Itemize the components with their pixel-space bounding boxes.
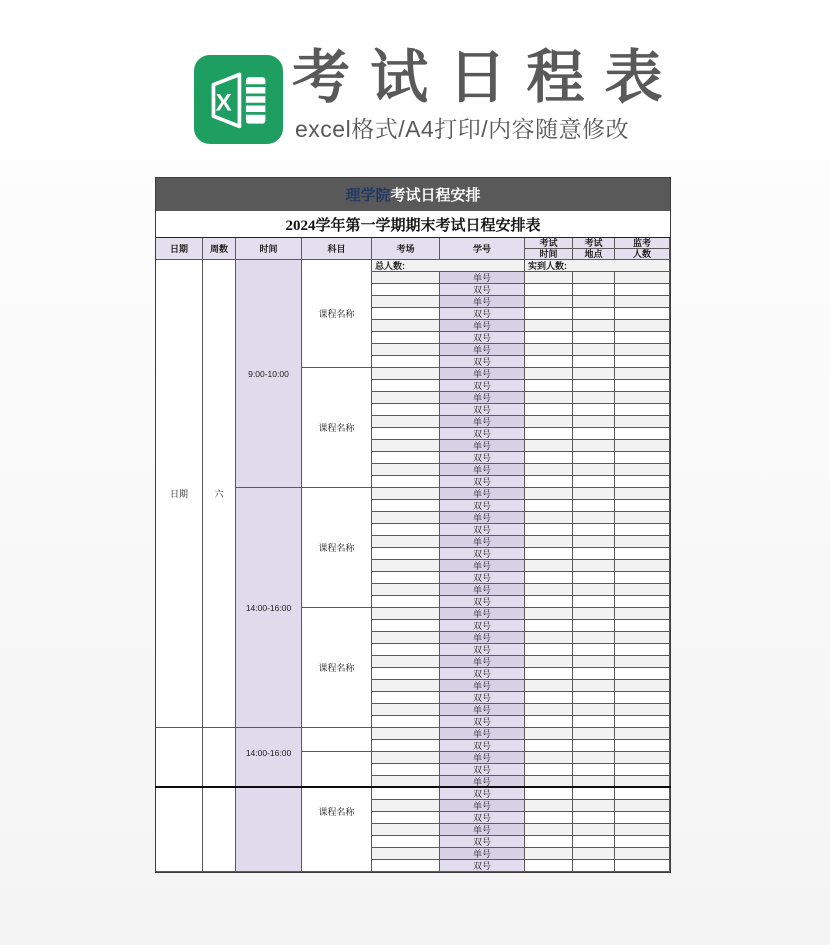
student-number-cell: 单号: [440, 368, 525, 380]
proctor-count-cell: [615, 632, 670, 644]
proctor-count-cell: [615, 680, 670, 692]
proctor-count-cell: [615, 620, 670, 632]
exam-time-cell: [525, 668, 573, 680]
proctor-count-cell: [615, 644, 670, 656]
student-number-cell: 双号: [440, 500, 525, 512]
proctor-count-cell: [615, 536, 670, 548]
student-number-cell: 单号: [440, 632, 525, 644]
student-number-cell: 双号: [440, 692, 525, 704]
exam-time-cell: [525, 632, 573, 644]
room-cell: [372, 392, 440, 404]
student-number-cell: 单号: [440, 272, 525, 284]
student-number-cell: 单号: [440, 296, 525, 308]
proctor-count-cell: [615, 416, 670, 428]
schedule-grid: [156, 238, 670, 872]
exam-time-cell: [525, 692, 573, 704]
room-cell: [372, 644, 440, 656]
room-cell: [372, 572, 440, 584]
student-number-cell: 双号: [440, 860, 525, 872]
exam-time-cell: [525, 440, 573, 452]
student-number-cell: 单号: [440, 560, 525, 572]
student-number-cell: 双号: [440, 428, 525, 440]
exam-time-cell: [525, 788, 573, 800]
exam-place-cell: [573, 524, 615, 536]
student-number-cell: 双号: [440, 644, 525, 656]
header-cell-top-1: 考试: [525, 238, 573, 249]
sheet-banner: [156, 178, 670, 211]
exam-place-cell: [573, 764, 615, 776]
student-number-cell: 双号: [440, 716, 525, 728]
exam-place-cell: [573, 704, 615, 716]
exam-time-cell: [525, 344, 573, 356]
room-cell: [372, 800, 440, 812]
room-cell: [372, 740, 440, 752]
exam-time-cell: [525, 548, 573, 560]
exam-time-cell: [525, 812, 573, 824]
proctor-count-cell: [615, 656, 670, 668]
room-cell: [372, 788, 440, 800]
proctor-count-cell: [615, 800, 670, 812]
student-number-cell: 双号: [440, 740, 525, 752]
exam-place-cell: [573, 368, 615, 380]
exam-time-cell: [525, 476, 573, 488]
student-number-cell: 双号: [440, 836, 525, 848]
proctor-count-cell: [615, 812, 670, 824]
exam-time-cell: [525, 524, 573, 536]
student-number-cell: 双号: [440, 356, 525, 368]
header-cell-bottom-2: 地点: [573, 249, 615, 260]
excel-icon: [194, 54, 283, 145]
exam-time-cell: [525, 452, 573, 464]
exam-time-cell: [525, 296, 573, 308]
exam-time-cell: [525, 728, 573, 740]
header-cell-4: 科目: [302, 238, 372, 260]
student-number-cell: 单号: [440, 416, 525, 428]
exam-place-cell: [573, 344, 615, 356]
exam-place-cell: [573, 752, 615, 764]
room-cell: [372, 548, 440, 560]
exam-time-cell: [525, 320, 573, 332]
proctor-count-cell: [615, 836, 670, 848]
room-cell: [372, 656, 440, 668]
proctor-count-cell: [615, 668, 670, 680]
exam-place-cell: [573, 332, 615, 344]
exam-time-cell: [525, 380, 573, 392]
exam-place-cell: [573, 284, 615, 296]
room-cell: [372, 284, 440, 296]
proctor-count-cell: [615, 716, 670, 728]
exam-time-cell: [525, 764, 573, 776]
week-cell: 六: [203, 260, 236, 728]
header-cell-1: 日期: [156, 238, 203, 260]
exam-time-cell: [525, 560, 573, 572]
student-number-cell: 单号: [440, 656, 525, 668]
proctor-count-cell: [615, 476, 670, 488]
exam-time-cell: [525, 392, 573, 404]
student-number-cell: 单号: [440, 800, 525, 812]
exam-time-cell: [525, 572, 573, 584]
proctor-count-cell: [615, 344, 670, 356]
student-number-cell: 单号: [440, 512, 525, 524]
exam-time-cell: [525, 428, 573, 440]
proctor-count-cell: [615, 272, 670, 284]
exam-place-cell: [573, 836, 615, 848]
proctor-count-cell: [615, 380, 670, 392]
header-cell-3: 时间: [236, 238, 302, 260]
exam-place-cell: [573, 548, 615, 560]
proctor-count-cell: [615, 584, 670, 596]
student-number-cell: 单号: [440, 848, 525, 860]
exam-time-cell: [525, 836, 573, 848]
exam-time-cell: [525, 332, 573, 344]
proctor-count-cell: [615, 740, 670, 752]
header-cell-bottom-1: 时间: [525, 249, 573, 260]
exam-place-cell: [573, 356, 615, 368]
sheet-title: 2024学年第一学期期末考试日程安排表: [156, 211, 670, 238]
proctor-count-cell: [615, 848, 670, 860]
exam-place-cell: [573, 476, 615, 488]
subject-cell: 课程名称: [302, 608, 372, 728]
subject-cell: 课程名称: [302, 752, 372, 872]
proctor-count-cell: [615, 728, 670, 740]
proctor-count-cell: [615, 572, 670, 584]
proctor-count-cell: [615, 284, 670, 296]
room-cell: [372, 692, 440, 704]
room-cell: [372, 764, 440, 776]
student-number-cell: 双号: [440, 284, 525, 296]
proctor-count-cell: [615, 332, 670, 344]
totals-right-cell: 实到人数:: [525, 260, 670, 272]
exam-place-cell: [573, 572, 615, 584]
week-cell: [203, 728, 236, 872]
student-number-cell: 双号: [440, 596, 525, 608]
exam-time-cell: [525, 752, 573, 764]
exam-place-cell: [573, 848, 615, 860]
exam-place-cell: [573, 860, 615, 872]
exam-time-cell: [525, 860, 573, 872]
exam-place-cell: [573, 296, 615, 308]
exam-time-cell: [525, 800, 573, 812]
proctor-count-cell: [615, 524, 670, 536]
exam-time-cell: [525, 656, 573, 668]
room-cell: [372, 344, 440, 356]
student-number-cell: 双号: [440, 452, 525, 464]
room-cell: [372, 608, 440, 620]
room-cell: [372, 332, 440, 344]
exam-time-cell: [525, 620, 573, 632]
exam-place-cell: [573, 620, 615, 632]
student-number-cell: 双号: [440, 308, 525, 320]
exam-time-cell: [525, 404, 573, 416]
exam-time-cell: [525, 416, 573, 428]
exam-time-cell: [525, 464, 573, 476]
room-cell: [372, 428, 440, 440]
subject-cell: [302, 728, 372, 752]
student-number-cell: 单号: [440, 320, 525, 332]
proctor-count-cell: [615, 704, 670, 716]
student-number-cell: 单号: [440, 440, 525, 452]
exam-place-cell: [573, 800, 615, 812]
header-cell-bottom-3: 人数: [615, 249, 670, 260]
exam-place-cell: [573, 536, 615, 548]
proctor-count-cell: [615, 452, 670, 464]
proctor-count-cell: [615, 368, 670, 380]
proctor-count-cell: [615, 500, 670, 512]
header-cell-top-3: 监考: [615, 238, 670, 249]
page-title: 考 试 日 程 表: [292, 45, 665, 110]
proctor-count-cell: [615, 860, 670, 872]
exam-place-cell: [573, 560, 615, 572]
room-cell: [372, 716, 440, 728]
proctor-count-cell: [615, 752, 670, 764]
svg-text:X: X: [215, 89, 232, 117]
exam-time-cell: [525, 488, 573, 500]
exam-time-cell: [525, 500, 573, 512]
exam-place-cell: [573, 404, 615, 416]
exam-place-cell: [573, 440, 615, 452]
student-number-cell: 双号: [440, 476, 525, 488]
proctor-count-cell: [615, 560, 670, 572]
exam-time-cell: [525, 536, 573, 548]
hero-header: [0, 0, 830, 160]
header-cell-6: 学号: [440, 238, 525, 260]
exam-place-cell: [573, 392, 615, 404]
room-cell: [372, 296, 440, 308]
student-number-cell: 单号: [440, 488, 525, 500]
date-cell: [156, 728, 203, 872]
room-cell: [372, 860, 440, 872]
room-cell: [372, 308, 440, 320]
totals-left-cell: 总人数:: [372, 260, 525, 272]
exam-place-cell: [573, 500, 615, 512]
room-cell: [372, 596, 440, 608]
banner-title: 考试日程安排: [390, 187, 481, 204]
subject-cell: 课程名称: [302, 368, 372, 488]
room-cell: [372, 812, 440, 824]
room-cell: [372, 620, 440, 632]
proctor-count-cell: [615, 356, 670, 368]
room-cell: [372, 320, 440, 332]
header-cell-top-2: 考试: [573, 238, 615, 249]
exam-time-cell: [525, 272, 573, 284]
student-number-cell: 单号: [440, 776, 525, 788]
room-cell: [372, 728, 440, 740]
room-cell: [372, 512, 440, 524]
exam-time-cell: [525, 596, 573, 608]
time-cell: 14:00-16:00: [236, 488, 302, 728]
room-cell: [372, 416, 440, 428]
exam-place-cell: [573, 380, 615, 392]
student-number-cell: 双号: [440, 812, 525, 824]
room-cell: [372, 524, 440, 536]
student-number-cell: 双号: [440, 404, 525, 416]
student-number-cell: 单号: [440, 608, 525, 620]
proctor-count-cell: [615, 596, 670, 608]
room-cell: [372, 500, 440, 512]
exam-time-cell: [525, 584, 573, 596]
student-number-cell: 单号: [440, 680, 525, 692]
proctor-count-cell: [615, 824, 670, 836]
preview-panel: [0, 160, 830, 945]
proctor-count-cell: [615, 308, 670, 320]
proctor-count-cell: [615, 392, 670, 404]
student-number-cell: 单号: [440, 704, 525, 716]
proctor-count-cell: [615, 296, 670, 308]
room-cell: [372, 680, 440, 692]
room-cell: [372, 476, 440, 488]
exam-place-cell: [573, 644, 615, 656]
room-cell: [372, 452, 440, 464]
student-number-cell: 单号: [440, 392, 525, 404]
exam-place-cell: [573, 452, 615, 464]
exam-place-cell: [573, 596, 615, 608]
room-cell: [372, 536, 440, 548]
exam-place-cell: [573, 416, 615, 428]
room-cell: [372, 848, 440, 860]
exam-time-cell: [525, 308, 573, 320]
student-number-cell: 双号: [440, 764, 525, 776]
student-number-cell: 双号: [440, 788, 525, 800]
student-number-cell: 单号: [440, 824, 525, 836]
proctor-count-cell: [615, 548, 670, 560]
exam-place-cell: [573, 272, 615, 284]
exam-time-cell: [525, 284, 573, 296]
proctor-count-cell: [615, 320, 670, 332]
student-number-cell: 单号: [440, 536, 525, 548]
room-cell: [372, 584, 440, 596]
exam-place-cell: [573, 788, 615, 800]
proctor-count-cell: [615, 692, 670, 704]
proctor-count-cell: [615, 464, 670, 476]
student-number-cell: 单号: [440, 728, 525, 740]
proctor-count-cell: [615, 428, 670, 440]
student-number-cell: 双号: [440, 380, 525, 392]
exam-time-cell: [525, 716, 573, 728]
exam-place-cell: [573, 584, 615, 596]
exam-time-cell: [525, 680, 573, 692]
room-cell: [372, 824, 440, 836]
date-cell: 日期: [156, 260, 203, 728]
room-cell: [372, 380, 440, 392]
student-number-cell: 双号: [440, 572, 525, 584]
exam-time-cell: [525, 356, 573, 368]
exam-place-cell: [573, 308, 615, 320]
student-number-cell: 双号: [440, 620, 525, 632]
time-cell: 14:00-16:00: [236, 728, 302, 872]
room-cell: [372, 836, 440, 848]
student-number-cell: 双号: [440, 524, 525, 536]
header-cell-5: 考场: [372, 238, 440, 260]
exam-place-cell: [573, 656, 615, 668]
exam-place-cell: [573, 728, 615, 740]
student-number-cell: 单号: [440, 464, 525, 476]
room-cell: [372, 368, 440, 380]
room-cell: [372, 404, 440, 416]
student-number-cell: 单号: [440, 344, 525, 356]
header-cell-2: 周数: [203, 238, 236, 260]
exam-time-cell: [525, 644, 573, 656]
exam-time-cell: [525, 608, 573, 620]
room-cell: [372, 560, 440, 572]
proctor-count-cell: [615, 788, 670, 800]
exam-place-cell: [573, 716, 615, 728]
exam-place-cell: [573, 608, 615, 620]
exam-place-cell: [573, 632, 615, 644]
page-subtitle: excel格式/A4打印/内容随意修改: [295, 116, 630, 142]
exam-place-cell: [573, 320, 615, 332]
exam-place-cell: [573, 680, 615, 692]
proctor-count-cell: [615, 764, 670, 776]
exam-place-cell: [573, 464, 615, 476]
room-cell: [372, 632, 440, 644]
proctor-count-cell: [615, 440, 670, 452]
exam-place-cell: [573, 428, 615, 440]
room-cell: [372, 440, 440, 452]
proctor-count-cell: [615, 404, 670, 416]
exam-time-cell: [525, 704, 573, 716]
exam-place-cell: [573, 512, 615, 524]
subject-cell: 课程名称: [302, 488, 372, 608]
room-cell: [372, 488, 440, 500]
proctor-count-cell: [615, 608, 670, 620]
spreadsheet: [155, 177, 671, 873]
room-cell: [372, 752, 440, 764]
exam-place-cell: [573, 488, 615, 500]
exam-place-cell: [573, 824, 615, 836]
student-number-cell: 双号: [440, 548, 525, 560]
subject-cell: 课程名称: [302, 260, 372, 368]
exam-time-cell: [525, 824, 573, 836]
room-cell: [372, 464, 440, 476]
exam-time-cell: [525, 848, 573, 860]
room-cell: [372, 272, 440, 284]
exam-time-cell: [525, 740, 573, 752]
exam-time-cell: [525, 512, 573, 524]
exam-place-cell: [573, 812, 615, 824]
section-divider: [155, 786, 671, 788]
exam-place-cell: [573, 692, 615, 704]
room-cell: [372, 704, 440, 716]
student-number-cell: 双号: [440, 668, 525, 680]
exam-place-cell: [573, 740, 615, 752]
exam-place-cell: [573, 668, 615, 680]
exam-time-cell: [525, 368, 573, 380]
room-cell: [372, 356, 440, 368]
student-number-cell: 单号: [440, 584, 525, 596]
room-cell: [372, 668, 440, 680]
banner-college-name: 理学院: [345, 187, 391, 204]
student-number-cell: 双号: [440, 332, 525, 344]
proctor-count-cell: [615, 488, 670, 500]
proctor-count-cell: [615, 512, 670, 524]
student-number-cell: 单号: [440, 752, 525, 764]
time-cell: 9:00-10:00: [236, 260, 302, 488]
